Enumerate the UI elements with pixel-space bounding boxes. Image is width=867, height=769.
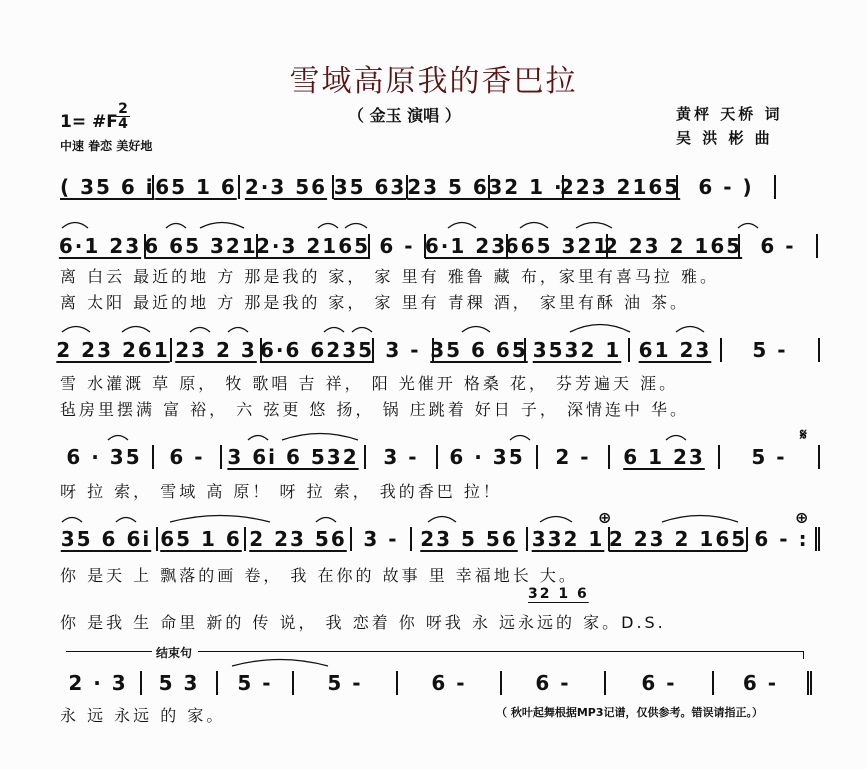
measure: 5 - xyxy=(720,338,820,362)
measure: 6 - xyxy=(368,234,424,258)
time-sig-top: 2 xyxy=(118,101,128,117)
lyric-line: 呀 拉 索， 雪域 高 原！ 呀 拉 索， 我的香巴 拉！ xyxy=(60,482,502,501)
slur xyxy=(662,516,738,523)
measure: 5 - xyxy=(216,671,292,695)
slur xyxy=(316,518,336,523)
measure: 23 5 56 xyxy=(410,527,526,551)
slur xyxy=(345,224,367,229)
slur xyxy=(248,436,268,441)
measure: 6 - xyxy=(500,671,604,695)
measure: 5 - xyxy=(292,671,396,695)
measure: 2 23 2 165 xyxy=(608,527,748,551)
lyric-line: 你 是天 上 飘落的画 卷， 我 在你的 故事 里 幸福地长 大。 xyxy=(60,566,578,585)
slur xyxy=(666,436,686,441)
measure: 6 - xyxy=(396,671,500,695)
measure: 23 2 3 xyxy=(170,338,260,362)
lyric-line: 你 是我 生 命里 新的 传 说， 我 恋着 你 呀我 永 远永远的 家。D.S. xyxy=(60,613,666,632)
slur xyxy=(282,434,358,441)
transcription-note: （ 秋叶起舞根据MP3记谱，仅供参考。错误请指正。） xyxy=(496,706,763,719)
slur xyxy=(576,223,612,229)
measure: 223 2165 xyxy=(559,175,681,199)
measure: 2·3 56 xyxy=(238,175,332,199)
measure: 6 - : xyxy=(746,527,820,551)
measure: 2 23 261 xyxy=(56,338,170,362)
lyric-line: 雪 水灌溉 草 原， 牧 歌唱 吉 祥， 阳 光催开 格桑 花， 芬芳遍天 涯。 xyxy=(60,374,679,393)
slur xyxy=(540,517,572,523)
tempo-marking: 中速 眷恋 美好地 xyxy=(60,139,153,153)
measure: 3 6i 6 532 xyxy=(220,445,364,469)
slur xyxy=(448,223,476,229)
measure: 6·1 23 xyxy=(424,234,508,258)
measure: 35 6 6i xyxy=(60,527,152,551)
slur xyxy=(462,327,490,333)
slur xyxy=(200,223,244,229)
slur xyxy=(116,518,136,523)
measure: 6 1 23 xyxy=(608,445,718,469)
measure: 3 - xyxy=(372,338,432,362)
outro-label: 结束句 xyxy=(156,646,193,660)
slur xyxy=(190,328,210,333)
slur xyxy=(510,436,530,441)
slur xyxy=(318,224,338,229)
measure: 65 1 6 xyxy=(152,175,238,199)
measure: 2 23 56 xyxy=(244,527,350,551)
measure: 32 1 · xyxy=(488,175,564,199)
slur xyxy=(170,516,270,523)
slur xyxy=(352,328,372,333)
composer-credit: 吴 洪 彬 曲 xyxy=(676,129,773,147)
coda-sign: ⊕ xyxy=(598,508,612,527)
slur xyxy=(62,327,90,333)
measure: 23 5 6 xyxy=(407,175,489,199)
slur xyxy=(228,328,248,333)
measure: 6 - xyxy=(712,671,812,695)
slur xyxy=(520,223,548,229)
segno-sign: 𝄋 xyxy=(800,425,807,444)
slur xyxy=(570,325,630,333)
measure: 6 - ) xyxy=(676,175,776,199)
measure: 6 - xyxy=(152,445,220,469)
measure: 6 - xyxy=(604,671,712,695)
slur xyxy=(62,223,88,229)
slur xyxy=(108,436,128,441)
lyric-line: 离 白云 最近的地 方 那是我的 家， 家 里有 雅鲁 藏 布，家里有喜马拉 雅。 xyxy=(60,267,719,286)
alternate-notes: 32 1 6 xyxy=(528,586,589,602)
measure: 665 321 xyxy=(504,234,610,258)
measure: 5 - xyxy=(718,445,820,469)
lyric-line: 毡房里摆满 富 裕， 六 弦更 悠 扬， 锅 庄跳着 好日 子， 深情连中 华。 xyxy=(60,400,690,419)
measure: 2 · 3 xyxy=(68,671,128,695)
singer-credit: （ 金玉 演唱 ） xyxy=(348,106,461,125)
measure: 6 65 321 xyxy=(144,234,258,258)
slur xyxy=(122,327,150,333)
measure: 2 23 2 165 xyxy=(603,234,743,258)
measure: 3532 1 xyxy=(524,338,628,362)
song-title: 雪域高原我的香巴拉 xyxy=(289,64,578,99)
slur xyxy=(324,328,344,333)
lyric-line: 离 太阳 最近的地 方 那是我的 家， 家 里有 青稞 酒， 家里有酥 油 茶。 xyxy=(60,293,690,312)
lyricist-credit: 黄枰 天桥 词 xyxy=(676,105,783,123)
slur xyxy=(62,518,82,523)
measure: 6 - xyxy=(738,234,818,258)
measure: 5 3 xyxy=(140,671,216,695)
lyric-line: 永 远 永远 的 家。 xyxy=(60,706,226,725)
slur xyxy=(738,224,758,229)
measure: 6·1 23 xyxy=(58,234,142,258)
measure: 6 · 35 xyxy=(436,445,536,469)
slur xyxy=(232,660,328,667)
slur xyxy=(428,517,456,523)
measure: 3 - xyxy=(364,445,436,469)
measure: 6·6 6235 xyxy=(259,338,375,362)
slur xyxy=(676,327,704,333)
measure: 35 6 65 xyxy=(430,338,528,362)
measure: 332 1 xyxy=(526,527,608,551)
measure: 61 23 xyxy=(628,338,720,362)
slur xyxy=(166,224,186,229)
measure: 2·3 2165 xyxy=(255,234,371,258)
time-sig-bottom: 4 xyxy=(116,116,130,131)
measure: 35 63 xyxy=(333,175,407,199)
measure: 2 - xyxy=(536,445,608,469)
measure: 6 · 35 xyxy=(66,445,142,469)
measure: 3 - xyxy=(350,527,410,551)
coda-sign: ⊕ xyxy=(795,508,809,527)
measure: ( 35 6 i xyxy=(60,175,155,199)
measure: 65 1 6 xyxy=(156,527,244,551)
key-signature: 1= #F xyxy=(60,112,118,132)
